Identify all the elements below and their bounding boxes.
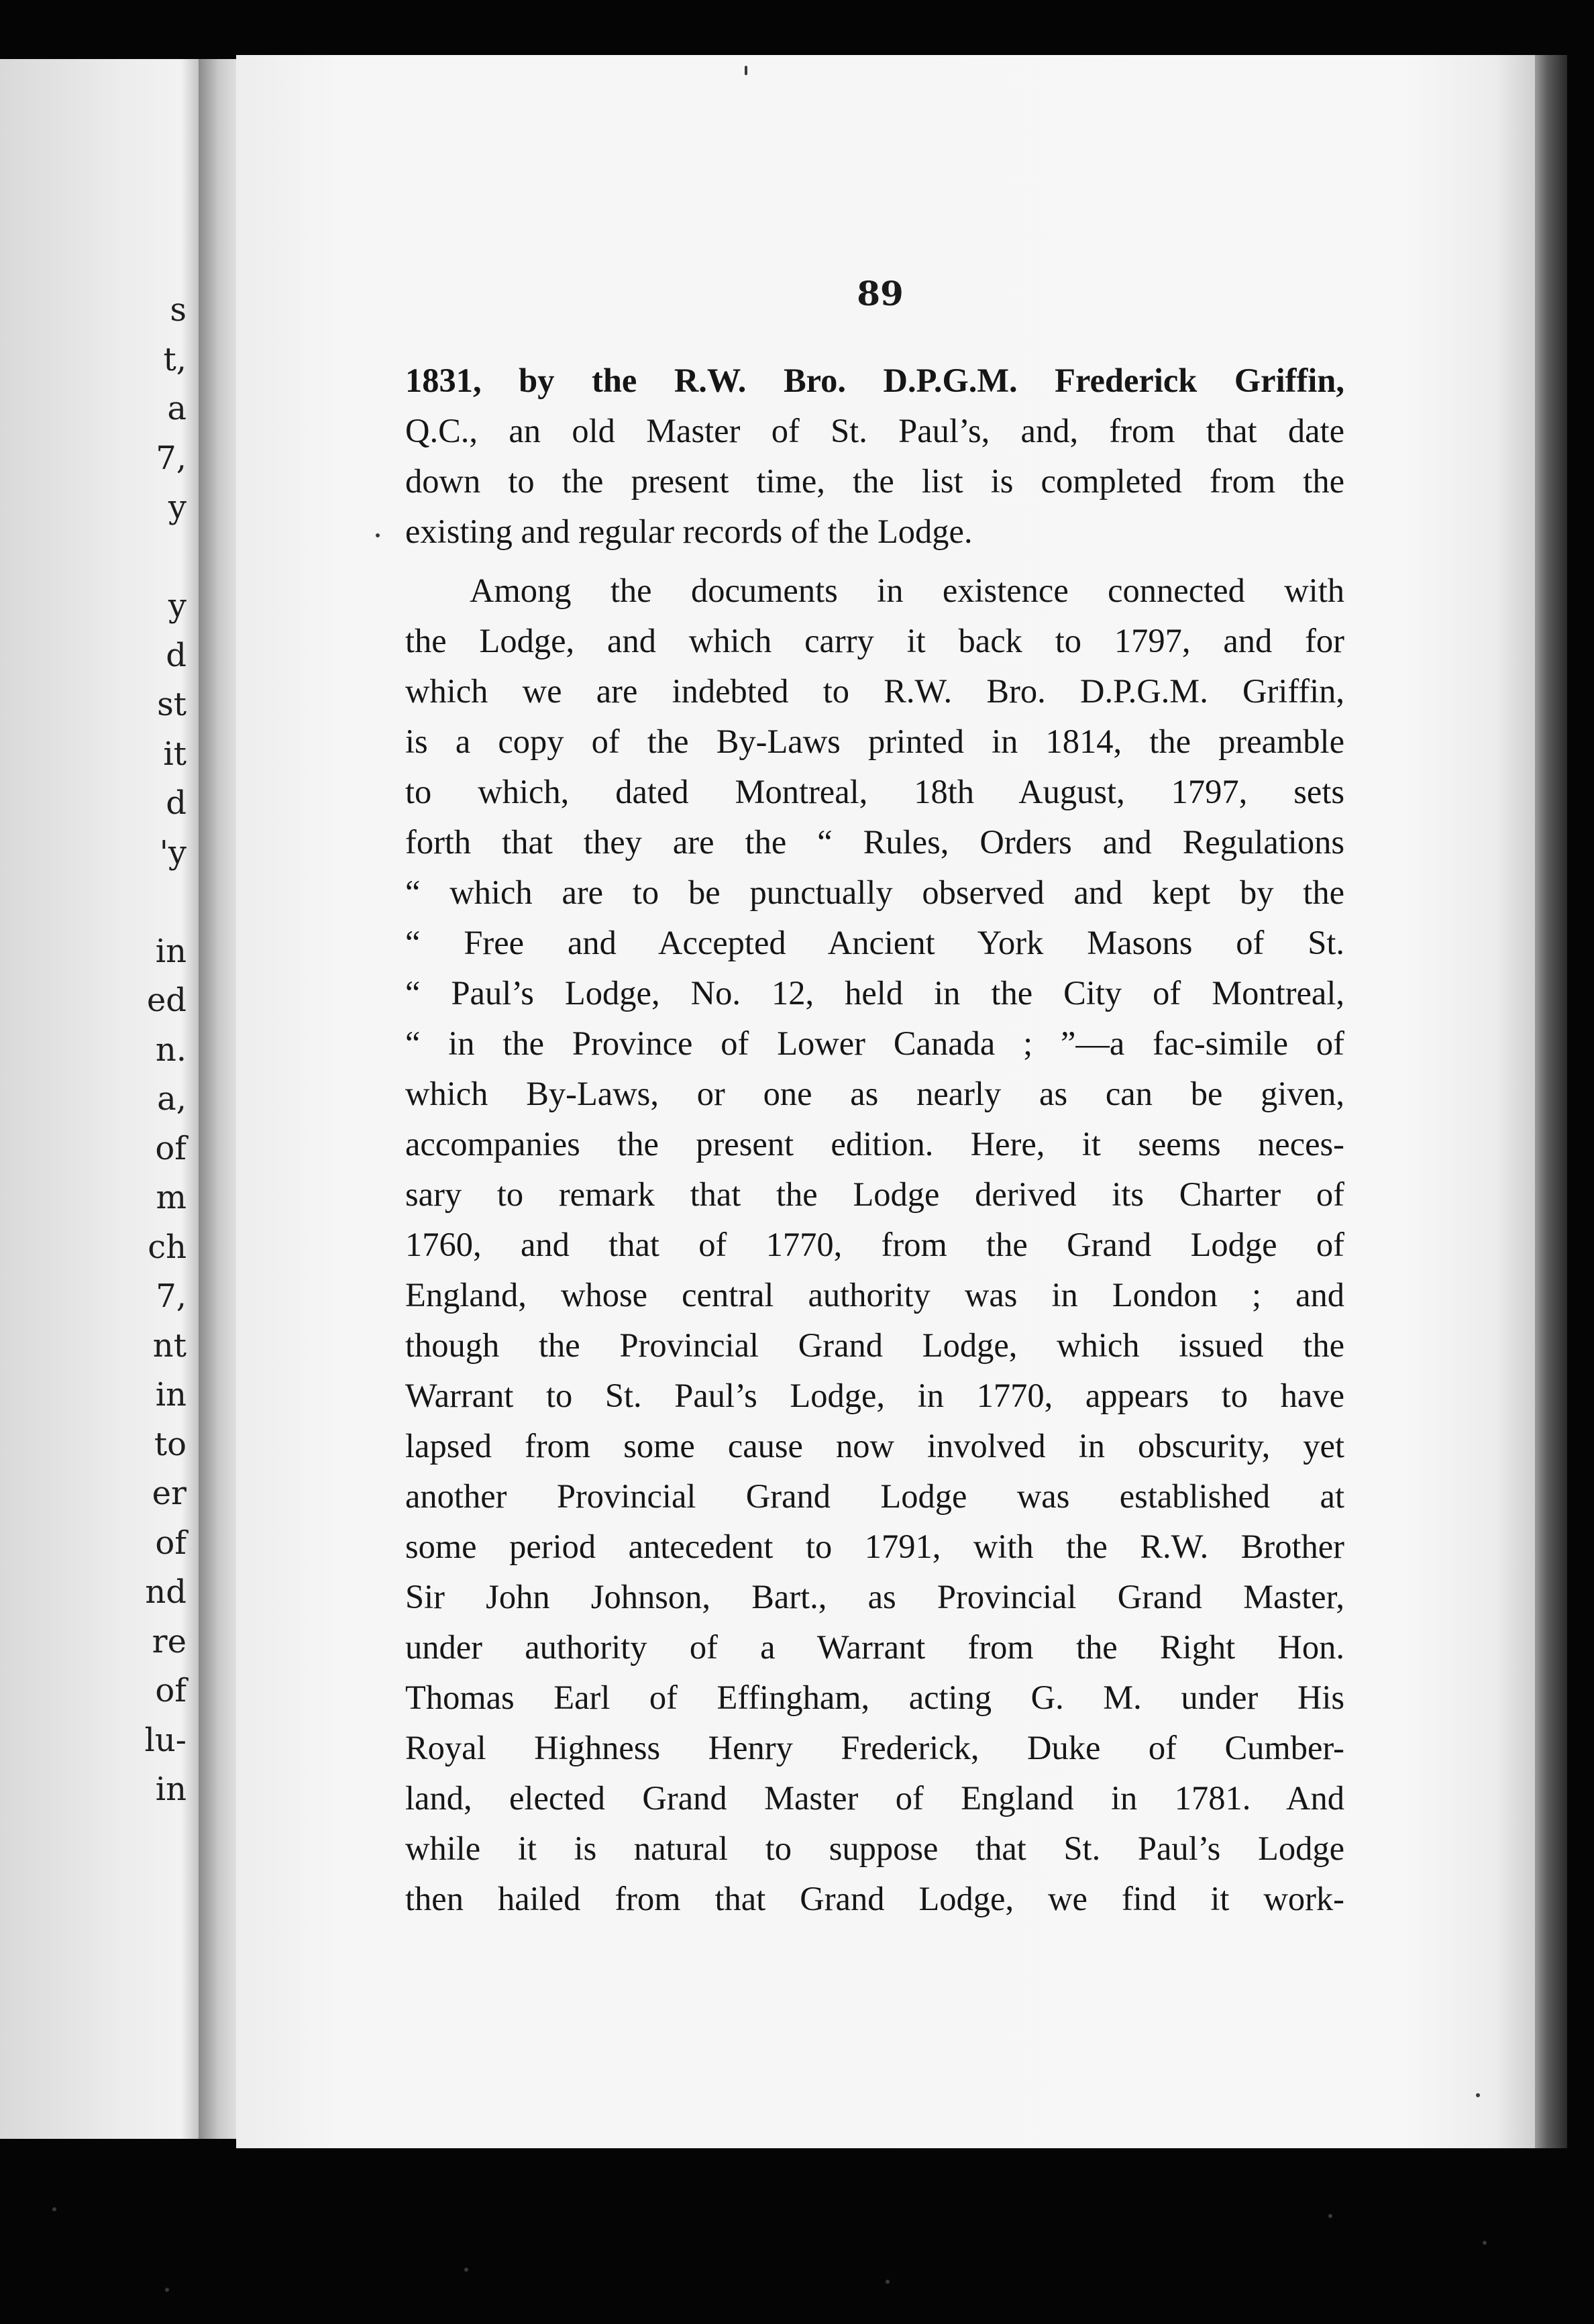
facing-page-fragment: er bbox=[152, 1475, 187, 1512]
paragraph-gap bbox=[405, 557, 1344, 566]
text-line: forth that they are the “ Rules, Orders and Regulations bbox=[405, 823, 1344, 861]
text-line: under authority of a Warrant from the Right Hon. bbox=[405, 1628, 1344, 1666]
text-line: which we are indebted to R.W. Bro. D.P.G.M. Griffin, bbox=[405, 672, 1344, 710]
text-line: Warrant to St. Paul’s Lodge, in 1770, appears to have bbox=[405, 1377, 1344, 1414]
text-line: Q.C., an old Master of St. Paul’s, and, from that date bbox=[405, 412, 1344, 450]
page-body-text bbox=[405, 356, 1344, 1924]
text-line: which By-Laws, or one as nearly as can be given, bbox=[405, 1075, 1344, 1112]
facing-page-edge bbox=[0, 59, 201, 2139]
facing-page-fragment: in bbox=[155, 1771, 187, 1808]
text-line: 1831, by the R.W. Bro. D.P.G.M. Frederick Griffin, bbox=[405, 362, 1344, 399]
text-line: “ Paul’s Lodge, No. 12, held in the City of Montreal, bbox=[405, 974, 1344, 1012]
scan-speck bbox=[1476, 2093, 1480, 2097]
text-line: Among the documents in existence connected with bbox=[470, 572, 1344, 609]
facing-page-fragment: nd bbox=[145, 1573, 187, 1611]
scan-speck bbox=[464, 2268, 468, 2272]
facing-page-fragment: m bbox=[156, 1179, 187, 1216]
text-line: down to the present time, the list is completed from the bbox=[405, 462, 1344, 500]
facing-page-fragment: in bbox=[155, 1376, 187, 1414]
text-line: “ which are to be punctually observed and kept by the bbox=[405, 874, 1344, 911]
facing-page-fragment: 'y bbox=[159, 833, 187, 872]
facing-page-fragment: y bbox=[168, 488, 187, 526]
facing-page-fragment: to bbox=[154, 1425, 187, 1463]
text-line: is a copy of the By-Laws printed in 1814, the preamble bbox=[405, 723, 1344, 760]
facing-page-fragment: 7, bbox=[156, 1277, 187, 1315]
facing-page-fragment: d bbox=[166, 784, 187, 822]
facing-page-fragment: in bbox=[155, 932, 187, 970]
text-line: Sir John Johnson, Bart., as Provincial Grand Master, bbox=[405, 1578, 1344, 1616]
text-line: existing and regular records of the Lodge. bbox=[405, 513, 973, 550]
facing-page-fragment: y bbox=[168, 587, 187, 625]
text-line: England, whose central authority was in London ; and bbox=[405, 1276, 1344, 1314]
text-line: while it is natural to suppose that St. Paul’s Lodge bbox=[405, 1830, 1344, 1867]
facing-page-fragment: of bbox=[155, 1672, 187, 1709]
facing-page-fragment: d bbox=[166, 636, 187, 674]
text-line: 1760, and that of 1770, from the Grand Lodge of bbox=[405, 1226, 1344, 1263]
facing-page-fragment: ed bbox=[146, 982, 187, 1019]
text-line: accompanies the present edition. Here, it seems neces- bbox=[405, 1125, 1344, 1163]
text-line: Royal Highness Henry Frederick, Duke of Cumber- bbox=[405, 1729, 1344, 1766]
text-line: to which, dated Montreal, 18th August, 1797, sets bbox=[405, 773, 1344, 810]
page-edge-shadow bbox=[1535, 55, 1567, 2148]
facing-page-fragment: re bbox=[152, 1622, 187, 1660]
text-line: then hailed from that Grand Lodge, we find it work- bbox=[405, 1880, 1344, 1917]
facing-page-fragment: it bbox=[163, 735, 187, 773]
text-line: lapsed from some cause now involved in obscurity, yet bbox=[405, 1427, 1344, 1465]
facing-page-fragment: of bbox=[155, 1129, 187, 1167]
scan-speck bbox=[1328, 2214, 1332, 2218]
scan-speck bbox=[1483, 2241, 1487, 2245]
scan-speck bbox=[886, 2280, 890, 2284]
facing-page-fragment: s bbox=[170, 291, 187, 329]
facing-page-fragment: 7, bbox=[156, 439, 187, 477]
facing-page-fragment: st bbox=[157, 686, 187, 723]
scan-speck bbox=[745, 66, 747, 75]
text-line: “ in the Province of Lower Canada ; ”—a fac-simile of bbox=[405, 1024, 1344, 1062]
scan-speck bbox=[376, 533, 380, 537]
text-line: sary to remark that the Lodge derived its Charter of bbox=[405, 1175, 1344, 1213]
facing-page-fragment: a, bbox=[157, 1080, 187, 1118]
text-line: another Provincial Grand Lodge was established at bbox=[405, 1477, 1344, 1515]
text-line: some period antecedent to 1791, with the R.W. Brother bbox=[405, 1528, 1344, 1565]
facing-page-fragment: ch bbox=[148, 1228, 187, 1266]
facing-page-fragment: lu- bbox=[144, 1721, 187, 1759]
page-number: 89 bbox=[857, 274, 904, 313]
facing-page-fragment: of bbox=[155, 1524, 187, 1562]
facing-page-fragment: n. bbox=[155, 1031, 187, 1069]
text-line: Thomas Earl of Effingham, acting G. M. under His bbox=[405, 1679, 1344, 1716]
scan-speck bbox=[165, 2288, 169, 2292]
facing-page-fragment: t, bbox=[163, 340, 187, 378]
text-line: land, elected Grand Master of England in 1781. And bbox=[405, 1779, 1344, 1817]
text-line: though the Provincial Grand Lodge, which issued the bbox=[405, 1326, 1344, 1364]
facing-page-fragment: nt bbox=[152, 1326, 187, 1365]
text-line: “ Free and Accepted Ancient York Masons of St. bbox=[405, 924, 1344, 961]
text-line: the Lodge, and which carry it back to 1797, and for bbox=[405, 622, 1344, 659]
facing-page-fragment: a bbox=[167, 390, 187, 427]
scan-speck bbox=[52, 2207, 56, 2211]
